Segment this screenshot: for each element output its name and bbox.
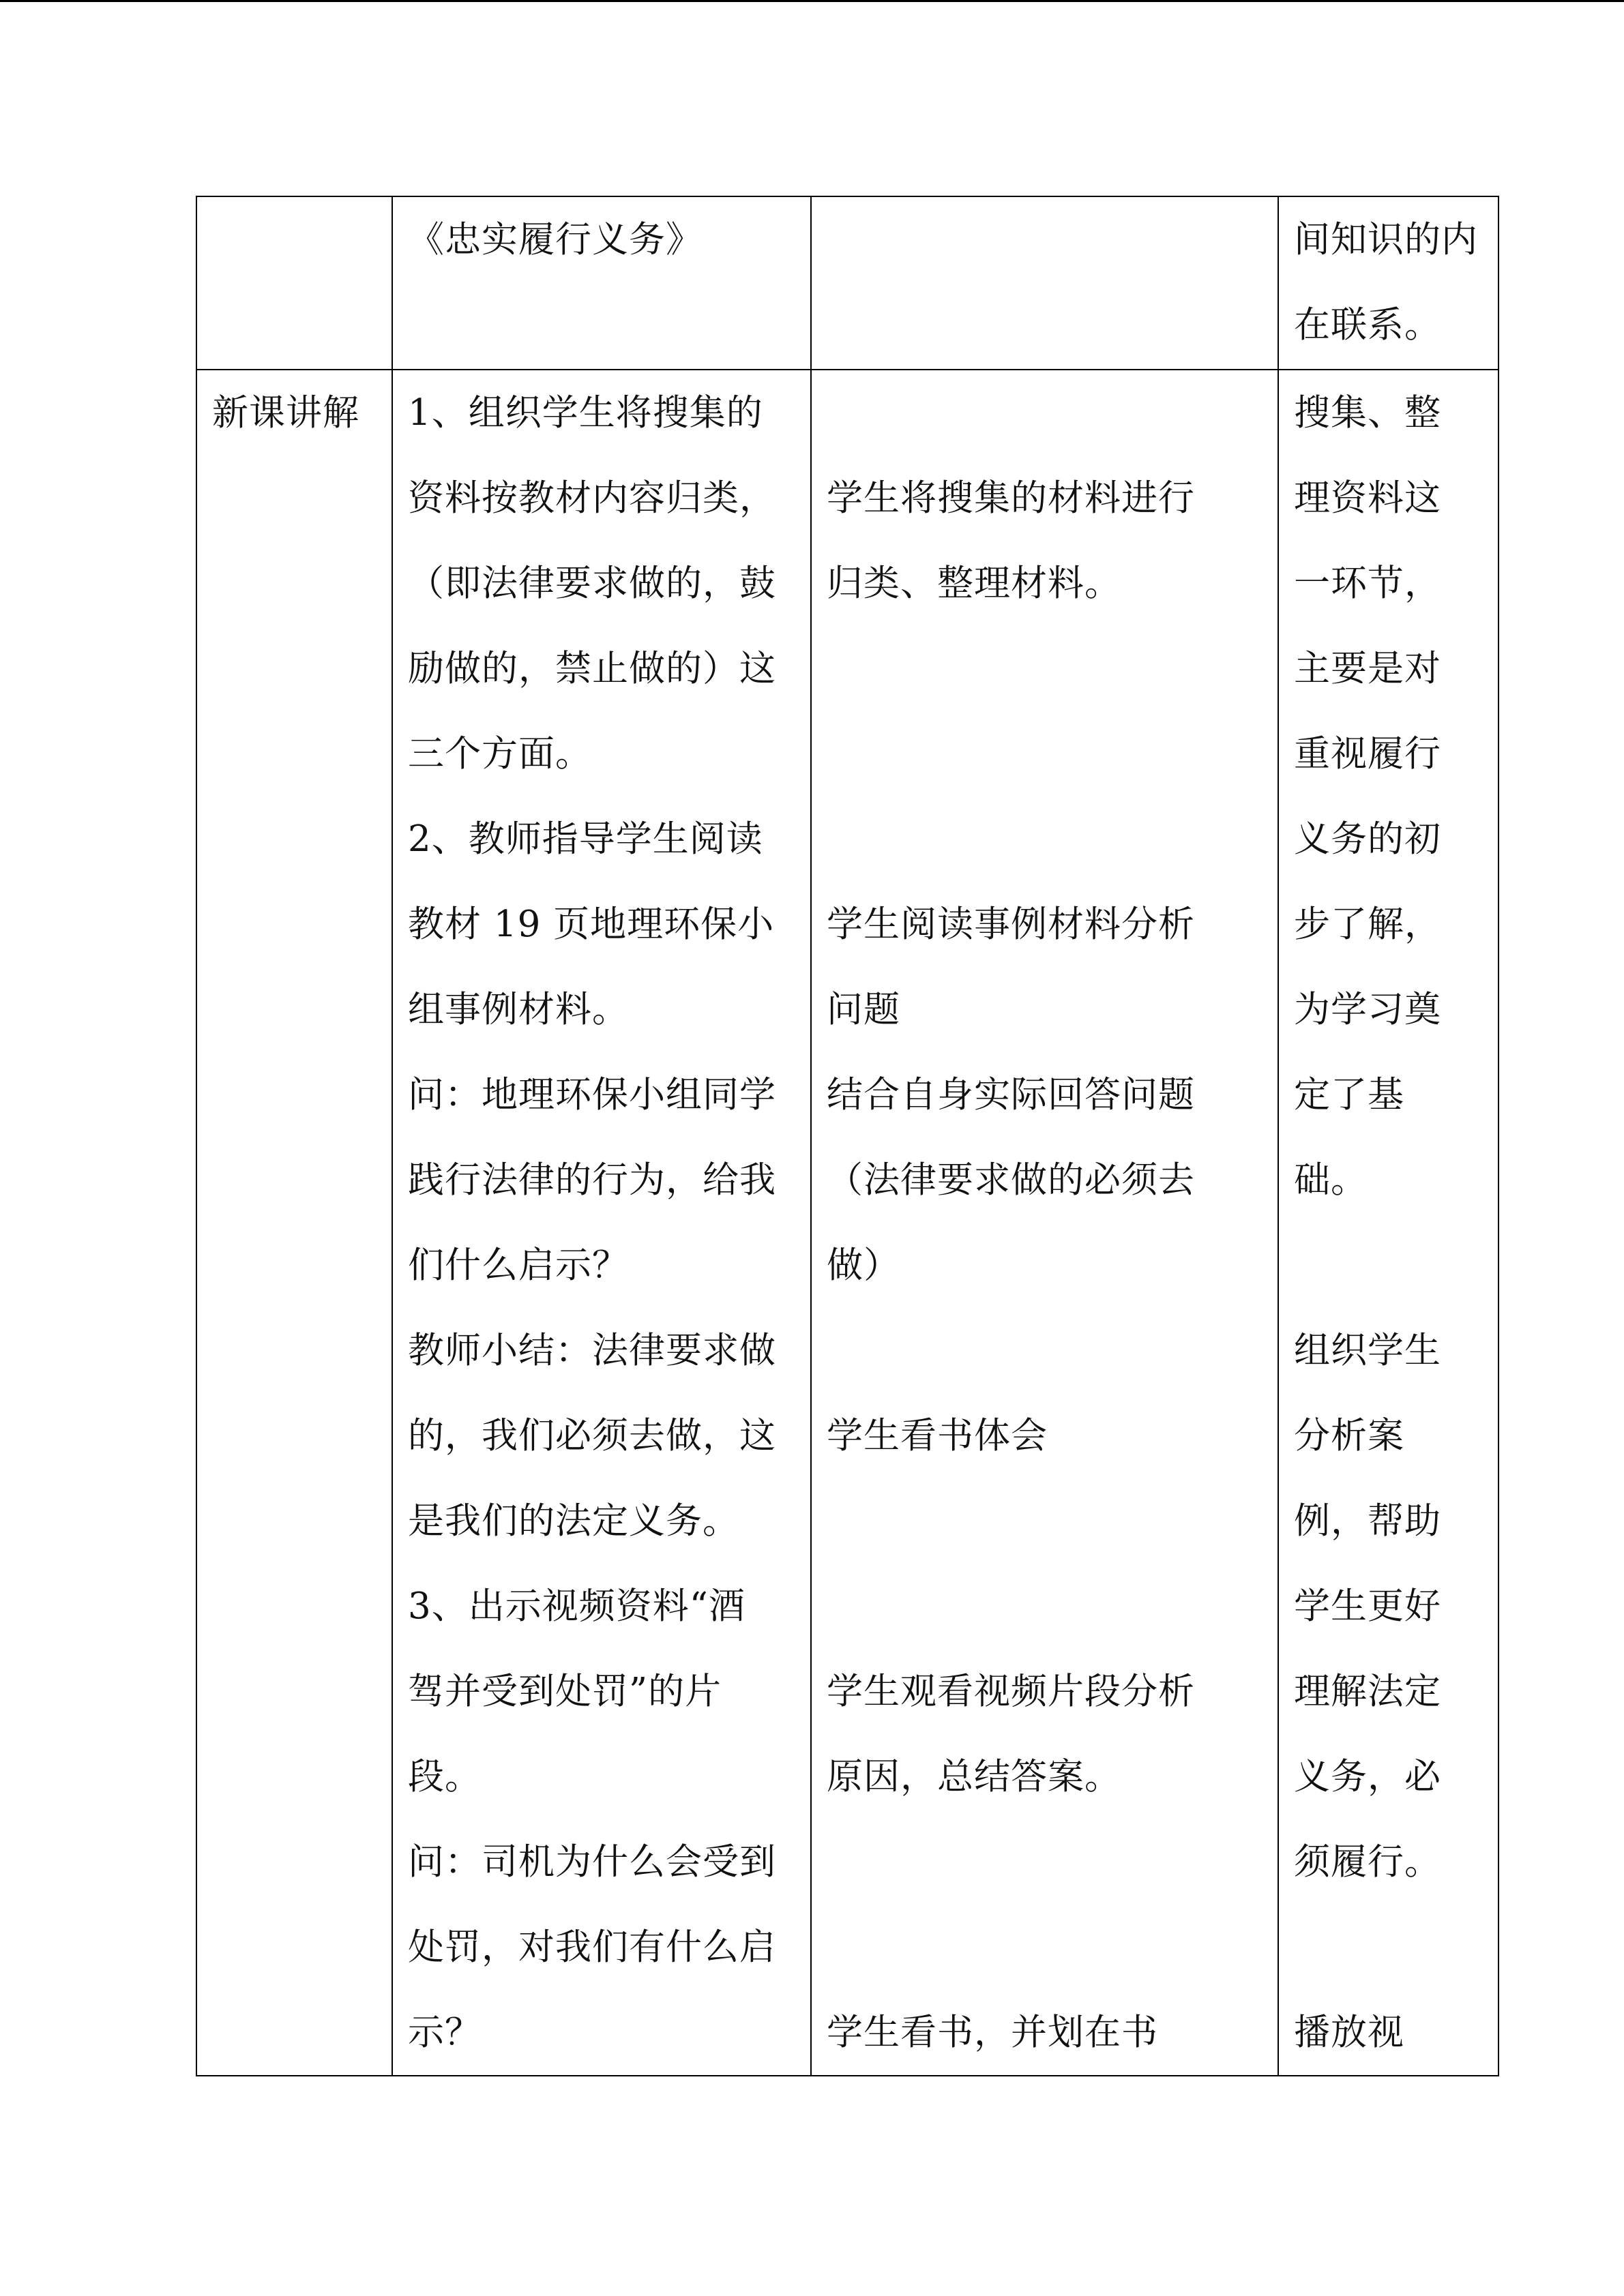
cell-text-line: 重视履行	[1294, 733, 1441, 775]
cell-text-line: （即法律要求做的，鼓	[408, 563, 776, 604]
cell-text-line: 础。	[1294, 1159, 1368, 1201]
cell-text-line: 间知识的内	[1294, 219, 1478, 260]
cell-text-line: 是我们的法定义务。	[408, 1500, 739, 1542]
cell-text-line: 问：司机为什么会受到	[408, 1841, 776, 1883]
cell-text-line	[827, 1564, 1263, 1649]
cell-text-line: 的，我们必须去做，这	[408, 1415, 776, 1457]
cell-text-line: 新课讲解	[212, 392, 359, 434]
cell-text-line: 2、教师指导学生阅读	[408, 818, 763, 860]
cell-text-line	[827, 370, 1263, 456]
cell-text-line: 理解法定	[1294, 1671, 1441, 1712]
cell-text-line	[827, 1478, 1263, 1564]
cell-text-line: 学生阅读事例材料分析	[827, 904, 1195, 945]
cell-text-line: 学生更好	[1294, 1585, 1441, 1627]
cell-text-line: 问题	[827, 989, 900, 1030]
cell-text-line: 教材 19 页地理环保小	[408, 904, 775, 945]
cell-text-line	[827, 626, 1263, 711]
cell-text-line	[827, 796, 1263, 882]
cell-text-line: 资料按教材内容归类，	[408, 477, 776, 519]
table-row	[196, 196, 1498, 370]
cell-text-line: 教师小结：法律要求做	[408, 1330, 776, 1371]
cell-text-line: 学生看书体会	[827, 1415, 1048, 1457]
cell-text-line: 主要是对	[1294, 648, 1441, 689]
cell-text-line: 播放视	[1294, 2012, 1404, 2053]
table-row	[196, 370, 1498, 2076]
cell-text-line: 为学习奠	[1294, 989, 1441, 1030]
design-intent-cell	[1278, 370, 1498, 2076]
cell-text-line: 问：地理环保小组同学	[408, 1074, 776, 1116]
cell-text-line: 定了基	[1294, 1074, 1404, 1116]
cell-text-line: 一环节，	[1294, 563, 1441, 604]
student-activity-cell	[811, 196, 1278, 370]
cell-text-line: 《忠实履行义务》	[408, 219, 703, 260]
stage-cell	[196, 370, 392, 2076]
cell-text-line: 段。	[408, 1756, 482, 1798]
cell-text-line	[1294, 1905, 1490, 1990]
cell-text-line: 结合自身实际回答问题	[827, 1074, 1195, 1116]
cell-text-line: 义务的初	[1294, 818, 1441, 860]
cell-text-line	[827, 1905, 1263, 1990]
cell-text-line	[827, 1819, 1263, 1905]
cell-text-line: 做）	[827, 1244, 900, 1286]
cell-text-line: 步了解，	[1294, 904, 1441, 945]
cell-text-line: 学生观看视频片段分析	[827, 1671, 1195, 1712]
stage-cell	[196, 196, 392, 370]
cell-text-line: 励做的，禁止做的）这	[408, 648, 776, 689]
cell-text-line	[827, 197, 1263, 282]
cell-text-line: 践行法律的行为，给我	[408, 1159, 776, 1201]
cell-text-line: 驾并受到处罚”的片	[408, 1671, 722, 1712]
cell-text-line: 组织学生	[1294, 1330, 1441, 1371]
cell-text-line	[1294, 1223, 1490, 1308]
cell-text-line: 们什么启示？	[408, 1244, 629, 1286]
cell-text-line: 搜集、整	[1294, 392, 1441, 434]
cell-text-line: 学生将搜集的材料进行	[827, 477, 1195, 519]
cell-text-line: 示？	[408, 2012, 482, 2053]
cell-text-line: 义务，必	[1294, 1756, 1441, 1798]
cell-text-line	[827, 1308, 1263, 1393]
cell-text-line: 在联系。	[1294, 304, 1441, 346]
teacher-activity-cell	[392, 370, 811, 2076]
cell-text-line: 分析案	[1294, 1415, 1404, 1457]
cell-text-line	[827, 711, 1263, 796]
cell-text-line: 原因，总结答案。	[827, 1756, 1121, 1798]
cell-text-line: 三个方面。	[408, 733, 592, 775]
cell-text-line: 例，帮助	[1294, 1500, 1441, 1542]
lesson-plan-table	[196, 196, 1499, 2076]
cell-text-line: 处罚，对我们有什么启	[408, 1926, 776, 1968]
cell-text-line	[212, 197, 385, 282]
cell-text-line: 1、组织学生将搜集的	[408, 392, 763, 434]
page-top-border	[0, 0, 1624, 2]
cell-text-line: 3、出示视频资料“酒	[408, 1585, 745, 1627]
cell-text-line: 理资料这	[1294, 477, 1441, 519]
student-activity-cell	[811, 370, 1278, 2076]
cell-text-line: 归类、整理材料。	[827, 563, 1121, 604]
cell-text-line: 组事例材料。	[408, 989, 629, 1030]
teacher-activity-cell	[392, 196, 811, 370]
cell-text-line: （法律要求做的必须去	[827, 1159, 1195, 1201]
cell-text-line: 须履行。	[1294, 1841, 1441, 1883]
design-intent-cell	[1278, 196, 1498, 370]
cell-text-line: 学生看书，并划在书	[827, 2012, 1158, 2053]
